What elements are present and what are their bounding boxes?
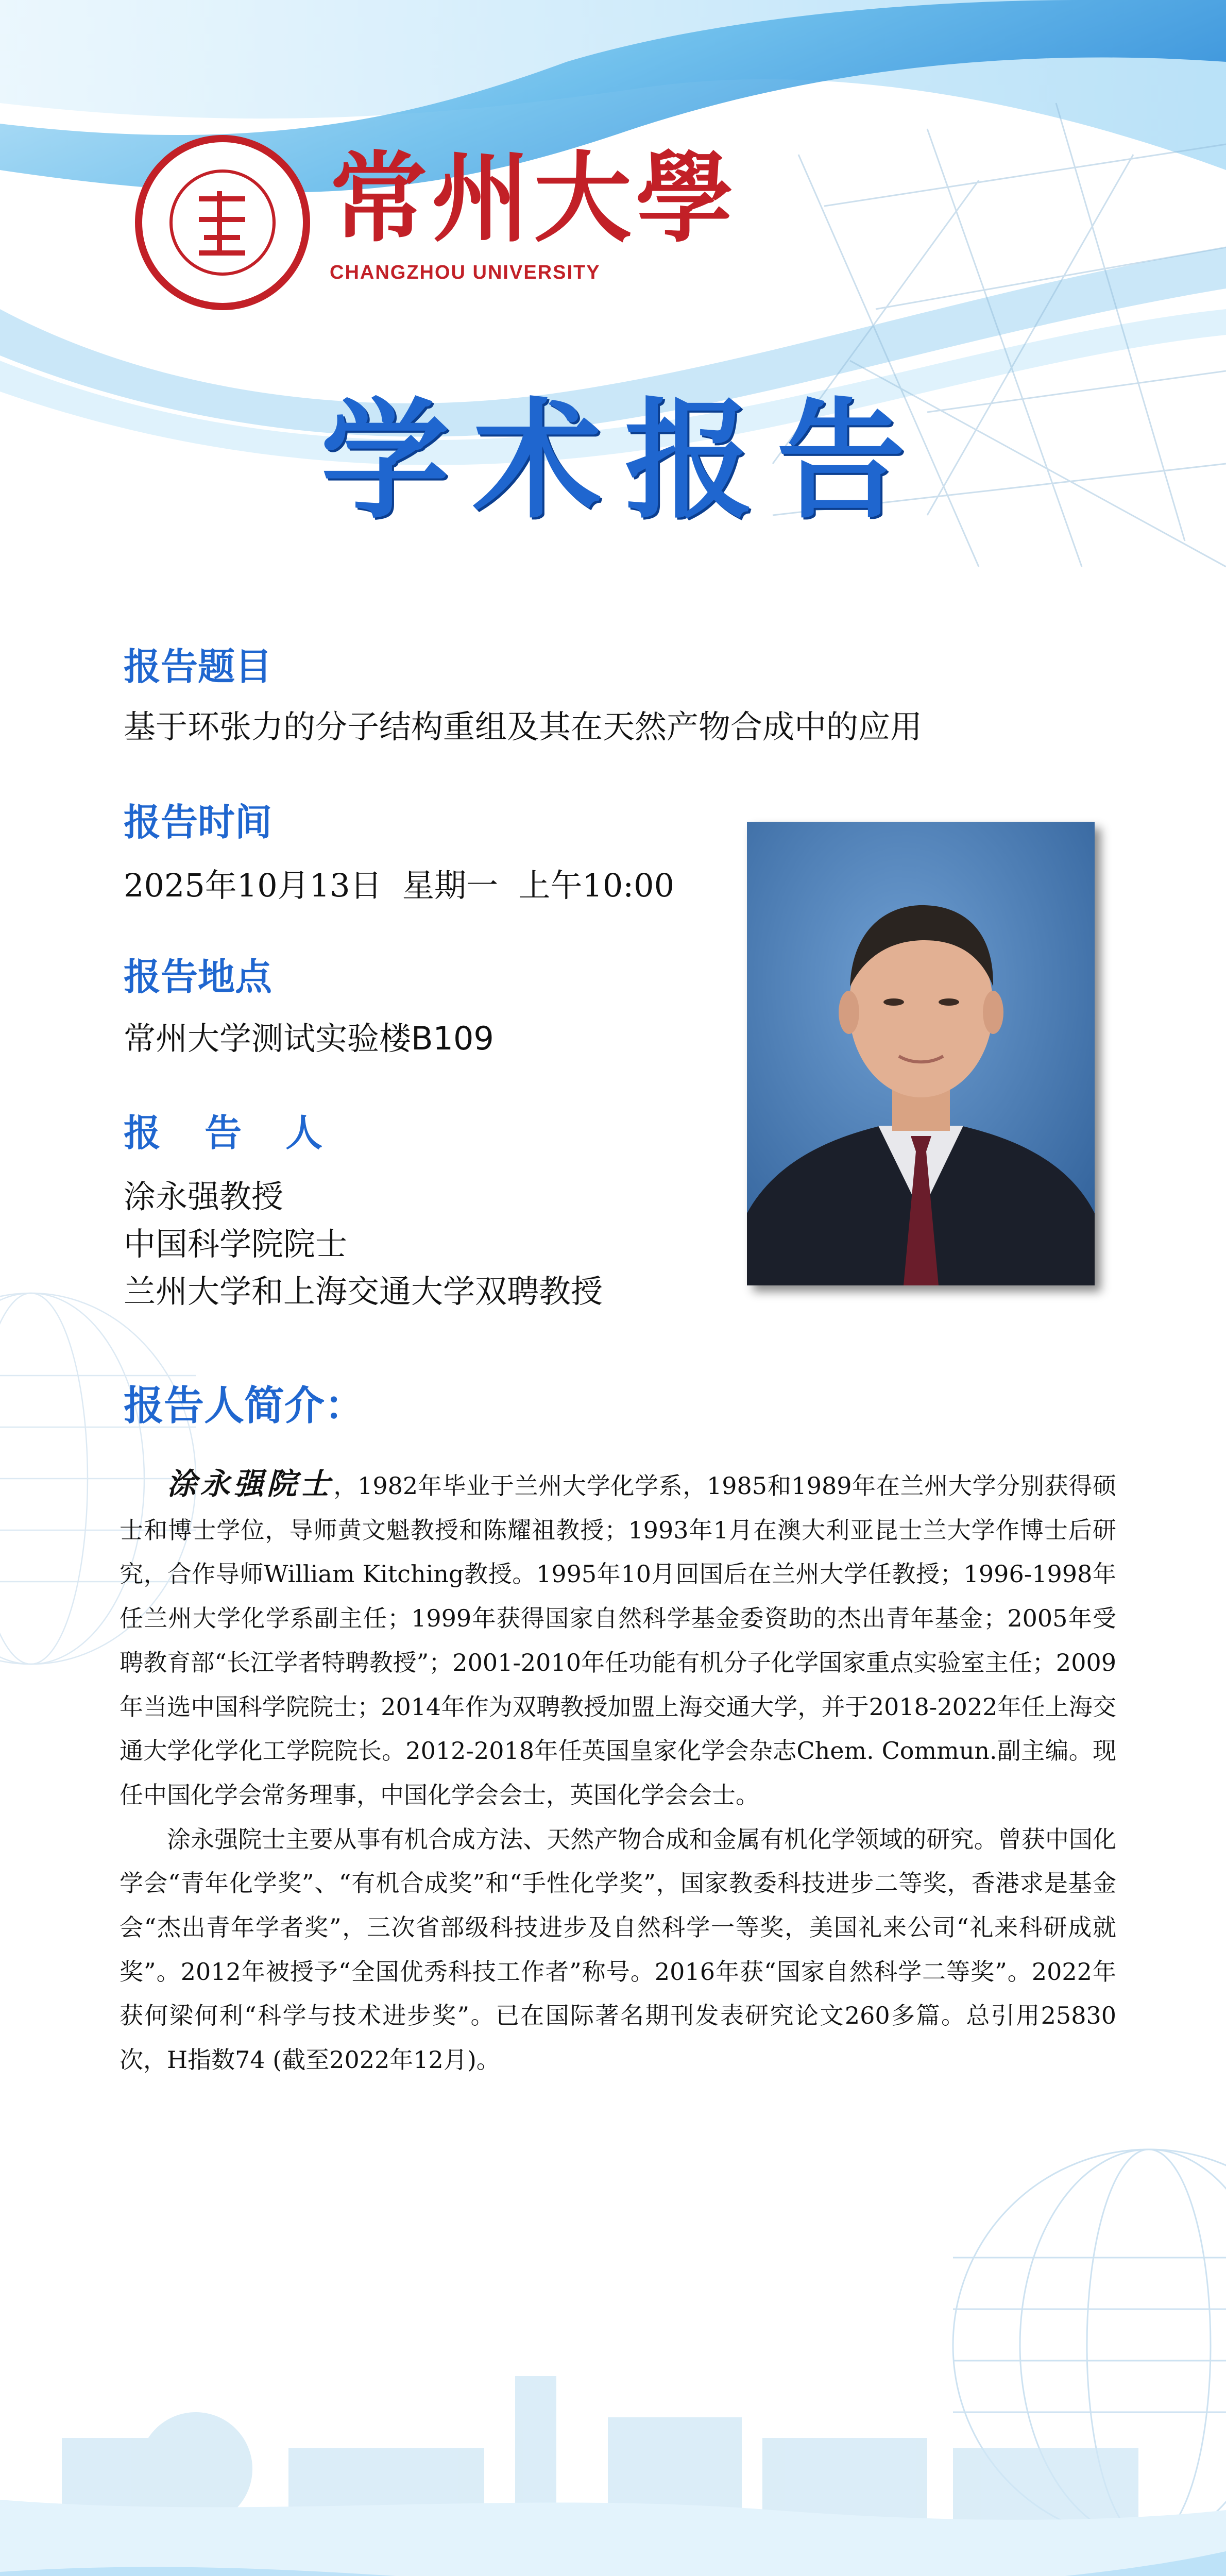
topic-label: 报告题目 [124,645,273,688]
speaker-portrait [747,822,1095,1285]
bio-text [120,1462,1116,2082]
university-seal-icon [135,135,310,310]
time-label: 报告时间 [124,801,273,844]
bio-paragraph-1-text: ，1982年毕业于兰州大学化学系，1985和1989年在兰州大学分别获得硕士和博士学位，导师黄文魁教授和陈耀祖教授；1993年1月在澳大利亚昆士兰大学作博士后研究，合作导师William Kitching教授。1995年10月回国后在兰州大学任教授；1996-1998年任兰州大学化学系副主任；1999年获得国家自然科学基金委资助的杰出青年基金；2005年受聘教育部“长江学者特聘教授”；2001-2010年任功能有机分子化学国家重点实验室主任；2009年当选中国科学院院士；2014年作为双聘教授加盟上海交通大学，并于2018-2022年任上海交通大学化学化工学院院长。2012-2018年任英国皇家化学会杂志Chem. Commun.副主编。现任中国化学会常务理事，中国化学会会士，英国化学会会士。 [120,1472,1116,1809]
campus-skyline-decoration [0,2129,1226,2576]
speaker-label: 报 告 人 [124,1111,338,1155]
bio-paragraph-2: 涂永强院士主要从事有机合成方法、天然产物合成和金属有机化学领域的研究。曾获中国化学会“青年化学奖”、“有机合成奖”和“手性化学奖”，国家教委科技进步二等奖，香港求是基金会“杰出青年学者奖”，三次省部级科技进步及自然科学一等奖，美国礼来公司“礼来科研成就奖”。2012年被授予“全国优秀科技工作者”称号。2016年获“国家自然科学二等奖”。2022年获何梁何利“科学与技术进步奖”。已在国际著名期刊发表研究论文260多篇。总引用25830次，H指数74 (截至2022年12月)。 [120,1825,1116,2074]
bio-paragraph-1 [120,1462,1116,1818]
page-title: 学术报告 [320,386,929,536]
speaker-name: 涂永强教授 [124,1178,284,1215]
speaker-affiliation: 兰州大学和上海交通大学双聘教授 [124,1273,603,1310]
bio-speaker-name: 涂永强院士 [167,1466,334,1501]
university-english-name: CHANGZHOU UNIVERSITY [330,262,601,283]
university-wordmark: 常州大學 [330,141,738,256]
topic-value: 基于环张力的分子结构重组及其在天然产物合成中的应用 [124,708,923,745]
venue-value: 常州大学测试实验楼B109 [124,1020,494,1057]
bio-heading: 报告人简介： [124,1383,365,1429]
speaker-title: 中国科学院院士 [124,1225,348,1263]
time-value: 2025年10月13日 星期一 上午10:00 [124,867,675,904]
venue-label: 报告地点 [124,955,273,998]
